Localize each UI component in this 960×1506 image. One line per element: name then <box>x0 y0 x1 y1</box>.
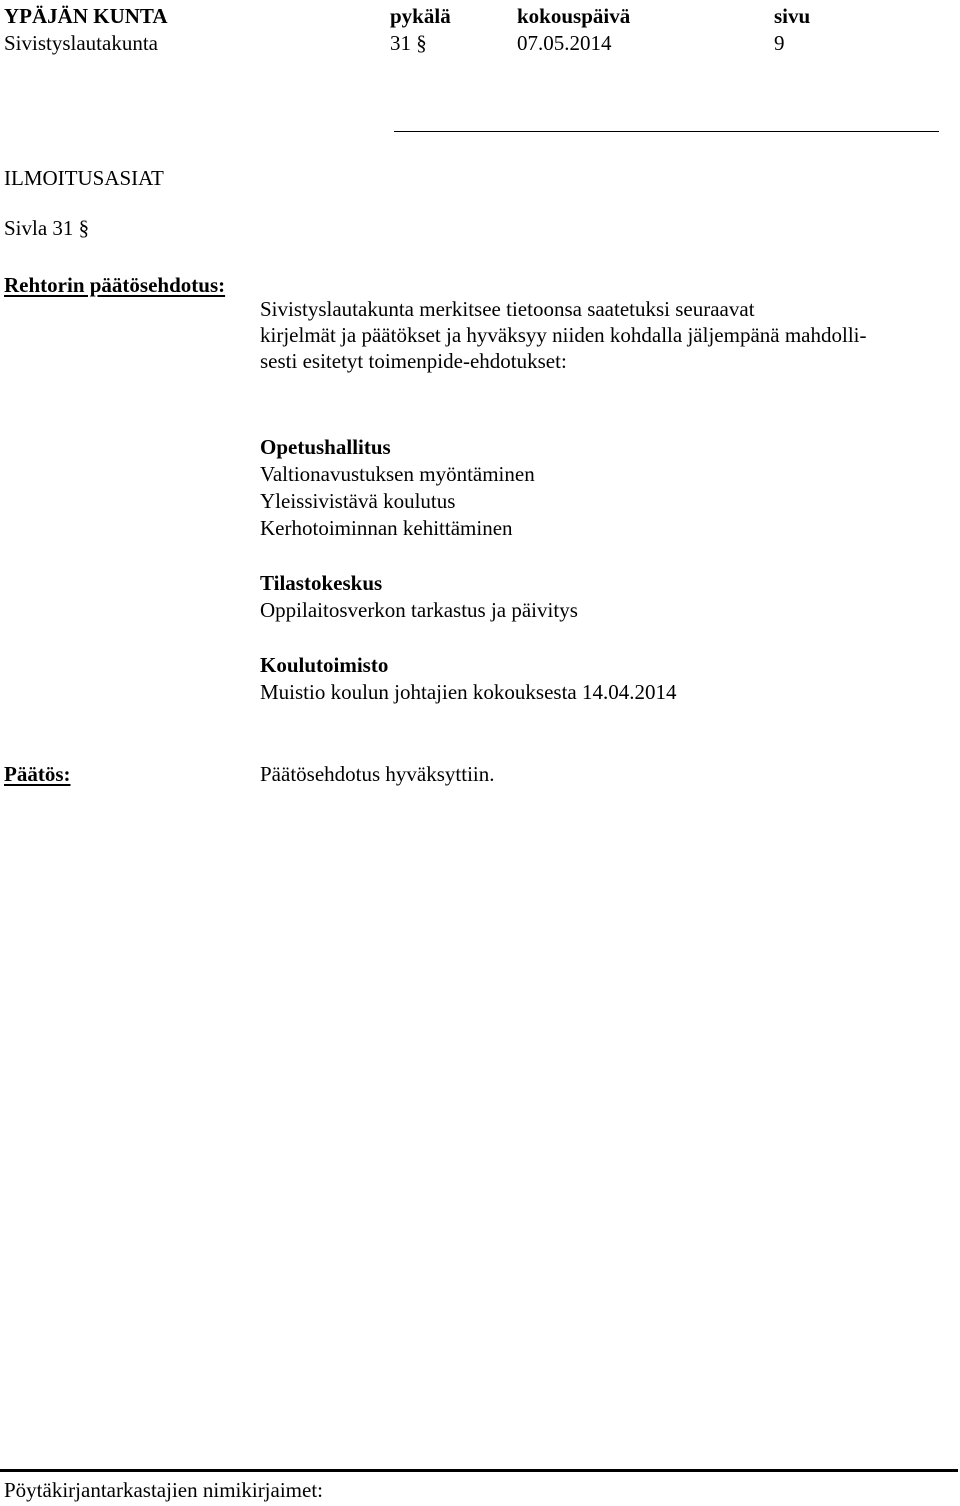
footer-divider <box>0 1469 958 1472</box>
section-number: 31 § <box>390 31 427 55</box>
proposal-line: kirjelmät ja päätökset ja hyväksyy niiden kohdalla jäljempänä mahdolli- <box>260 323 867 347</box>
notice-group <box>260 652 676 706</box>
decision-text: Päätösehdotus hyväksyttiin. <box>260 762 495 786</box>
proposal-text <box>260 296 920 374</box>
notice-sender: Koulutoimisto <box>260 653 389 677</box>
notice-line: Valtionavustuksen myöntäminen <box>260 462 535 486</box>
page-label: sivu <box>774 4 811 28</box>
meeting-date: 07.05.2014 <box>517 31 612 55</box>
meeting-date-label: kokouspäivä <box>517 4 631 28</box>
section-label: pykälä <box>390 4 451 28</box>
proposal-line: sesti esitetyt toimenpide-ehdotukset: <box>260 349 567 373</box>
board-name: Sivistyslautakunta <box>4 31 158 55</box>
proposal-label: Rehtorin päätösehdotus: <box>4 273 226 297</box>
notice-line: Yleissivistävä koulutus <box>260 489 456 513</box>
organization-name: YPÄJÄN KUNTA <box>4 4 168 28</box>
header-divider <box>394 131 939 132</box>
notice-sender: Opetushallitus <box>260 435 391 459</box>
notice-line: Oppilaitosverkon tarkastus ja päivitys <box>260 598 578 622</box>
notice-line: Kerhotoiminnan kehittäminen <box>260 516 513 540</box>
notice-sender: Tilastokeskus <box>260 571 383 595</box>
notice-group <box>260 570 578 624</box>
page-number: 9 <box>774 31 785 55</box>
decision-label: Päätös: <box>4 762 71 786</box>
section-heading: ILMOITUSASIAT <box>4 166 164 190</box>
reviewer-initials-label: Pöytäkirjantarkastajien nimikirjaimet: <box>4 1478 323 1502</box>
section-reference: Sivla 31 § <box>4 216 90 240</box>
notice-line: Muistio koulun johtajien kokouksesta 14.04.2014 <box>260 680 677 704</box>
proposal-line: Sivistyslautakunta merkitsee tietoonsa saatetuksi seuraavat <box>260 297 755 321</box>
notice-group <box>260 434 535 542</box>
